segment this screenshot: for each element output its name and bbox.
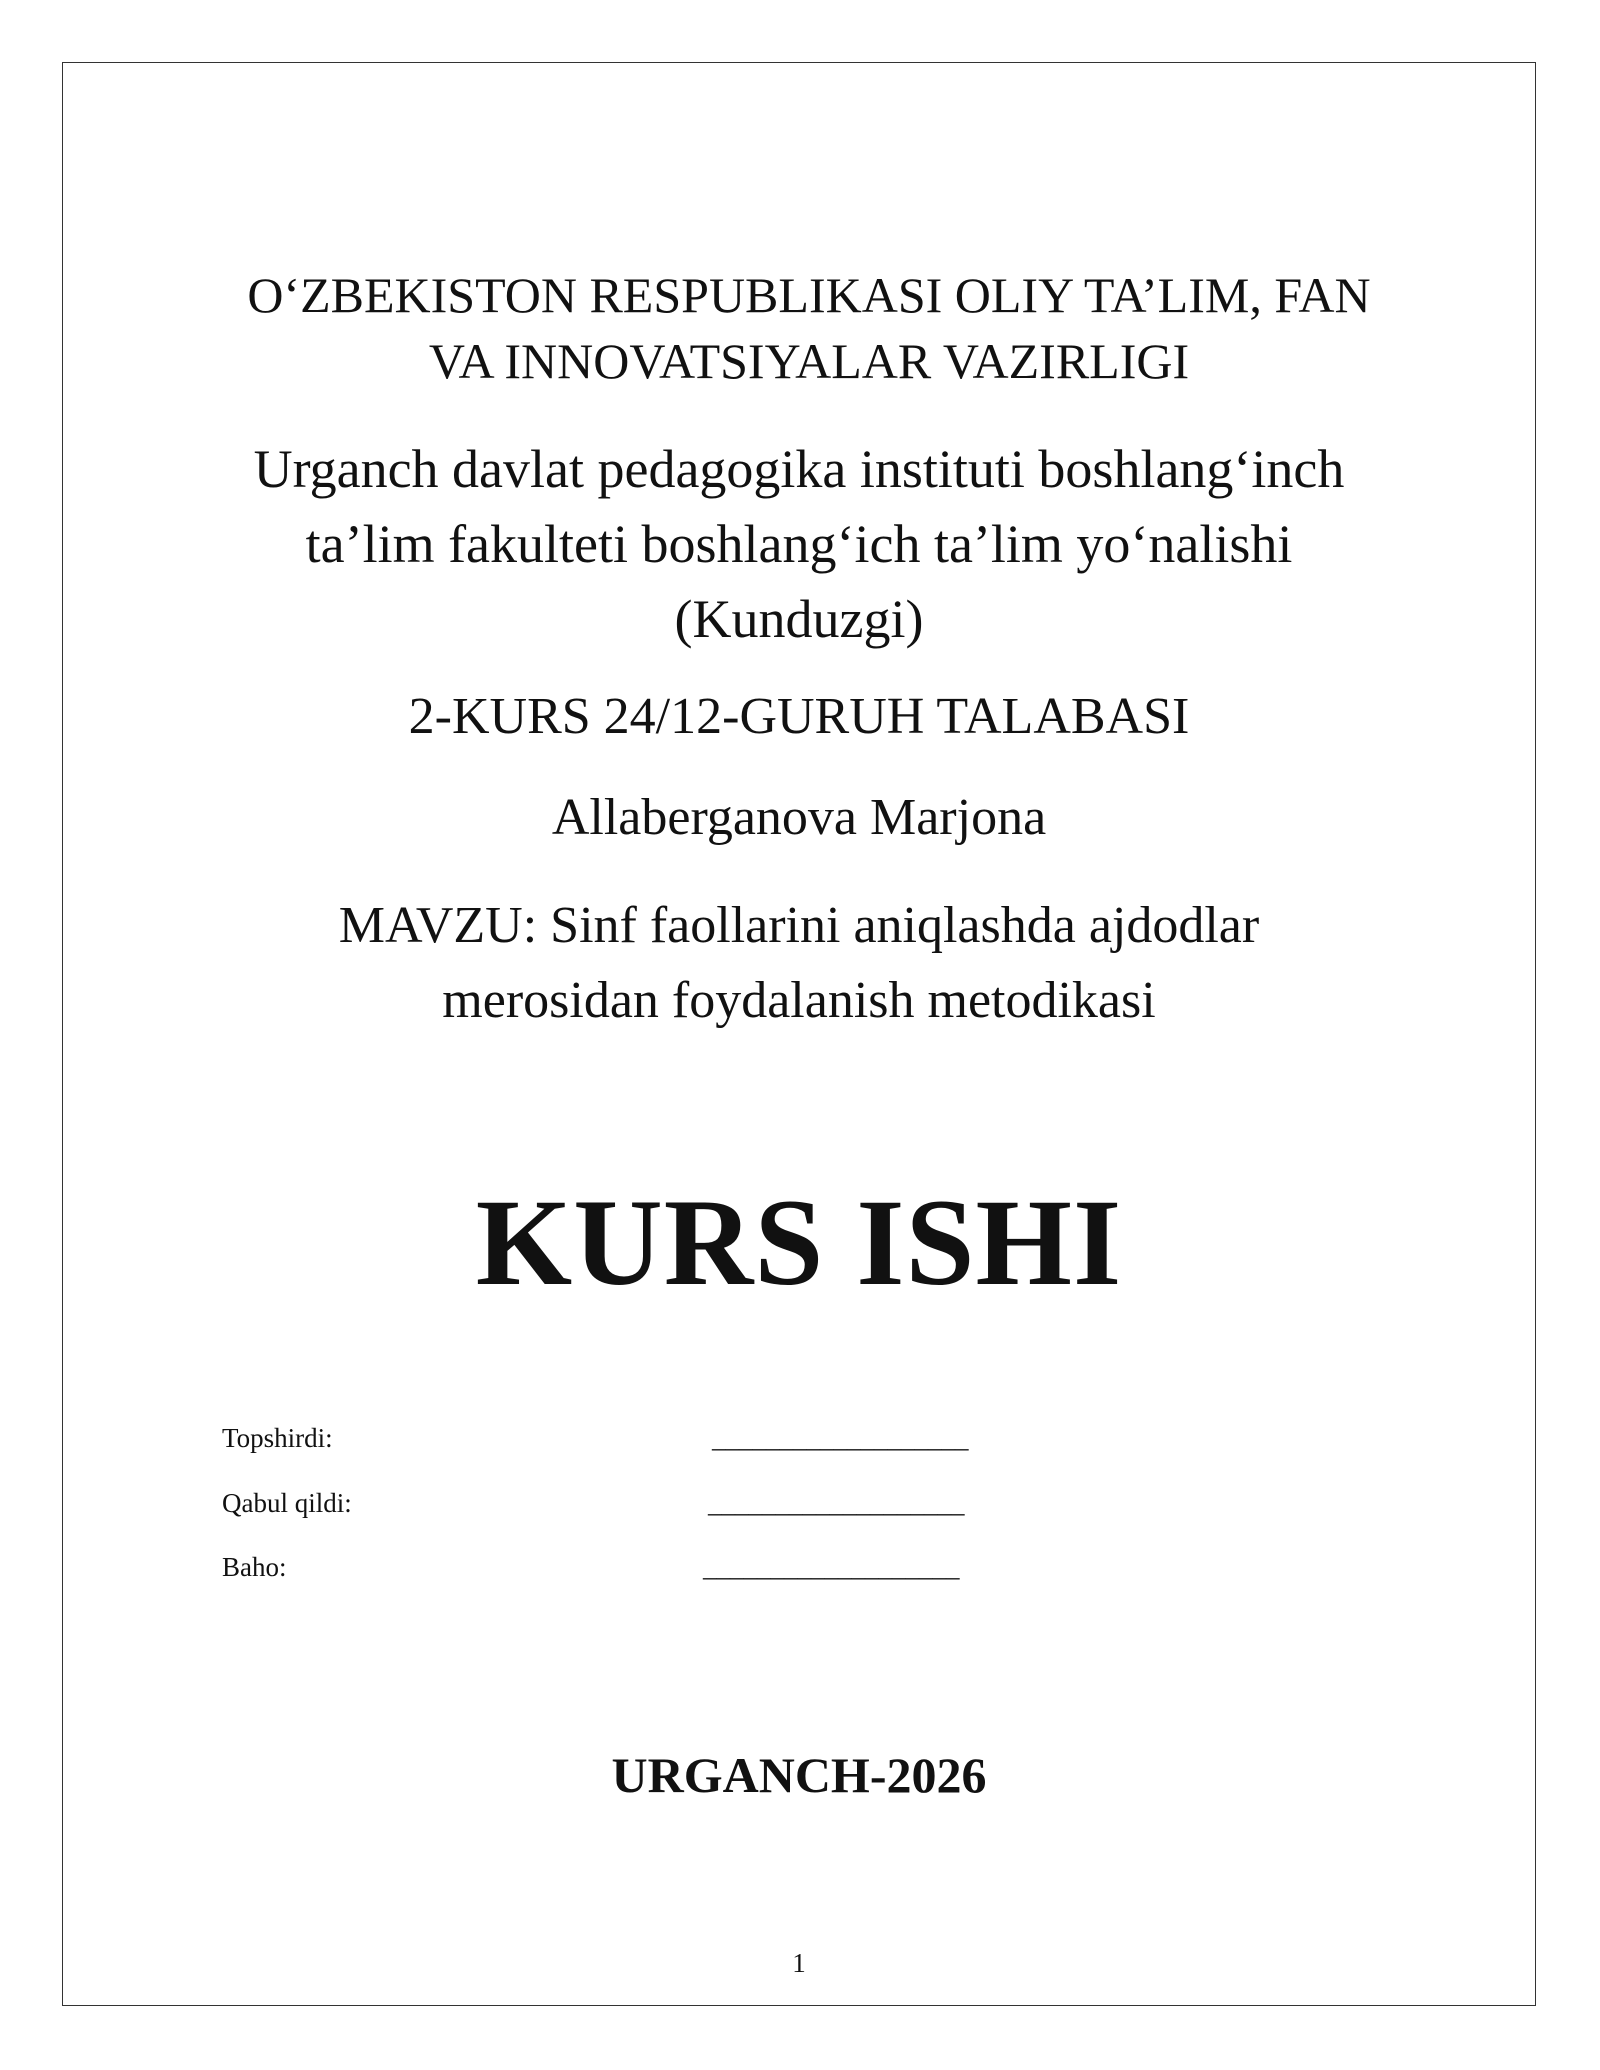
ministry-line-2: VA INNOVATSIYALAR VAZIRLIGI [428, 333, 1190, 389]
signature-label: Baho: [222, 1552, 287, 1582]
institute-heading [62, 432, 1536, 657]
student-group: 2-KURS 24/12-GURUH TALABASI [408, 688, 1190, 745]
topic-heading [62, 888, 1536, 1038]
signature-blank: ___________________ [703, 1552, 960, 1582]
institute-line-2: ta’lim fakulteti boshlang‘ich ta’lim yo‘nalishi [305, 514, 1293, 574]
signature-row-submitted [222, 1423, 1122, 1463]
signature-label: Qabul qildi: [222, 1488, 352, 1518]
signature-blank: ___________________ [708, 1488, 965, 1518]
institute-line-1: Urganch davlat pedagogika instituti boshlang‘inch [253, 439, 1345, 499]
signature-row-accepted [222, 1488, 1122, 1528]
signature-label: Topshirdi: [222, 1423, 333, 1453]
signature-row-grade [222, 1552, 1122, 1592]
ministry-heading [62, 262, 1546, 394]
page-number: 1 [792, 1948, 806, 1978]
topic-line-1: MAVZU: Sinf faollarini aniqlashda ajdodlar [338, 897, 1260, 954]
institute-line-3: (Kunduzgi) [674, 589, 924, 649]
ministry-line-1: O‘ZBEKISTON RESPUBLIKASI OLIY TA’LIM, FAN [247, 267, 1371, 323]
city-year: URGANCH-2026 [611, 1747, 987, 1803]
topic-line-2: merosidan foydalanish metodikasi [442, 972, 1156, 1029]
signature-blank: ___________________ [712, 1423, 969, 1453]
student-name: Allaberganova Marjona [551, 789, 1047, 846]
document-title: KURS ISHI [475, 1174, 1123, 1311]
